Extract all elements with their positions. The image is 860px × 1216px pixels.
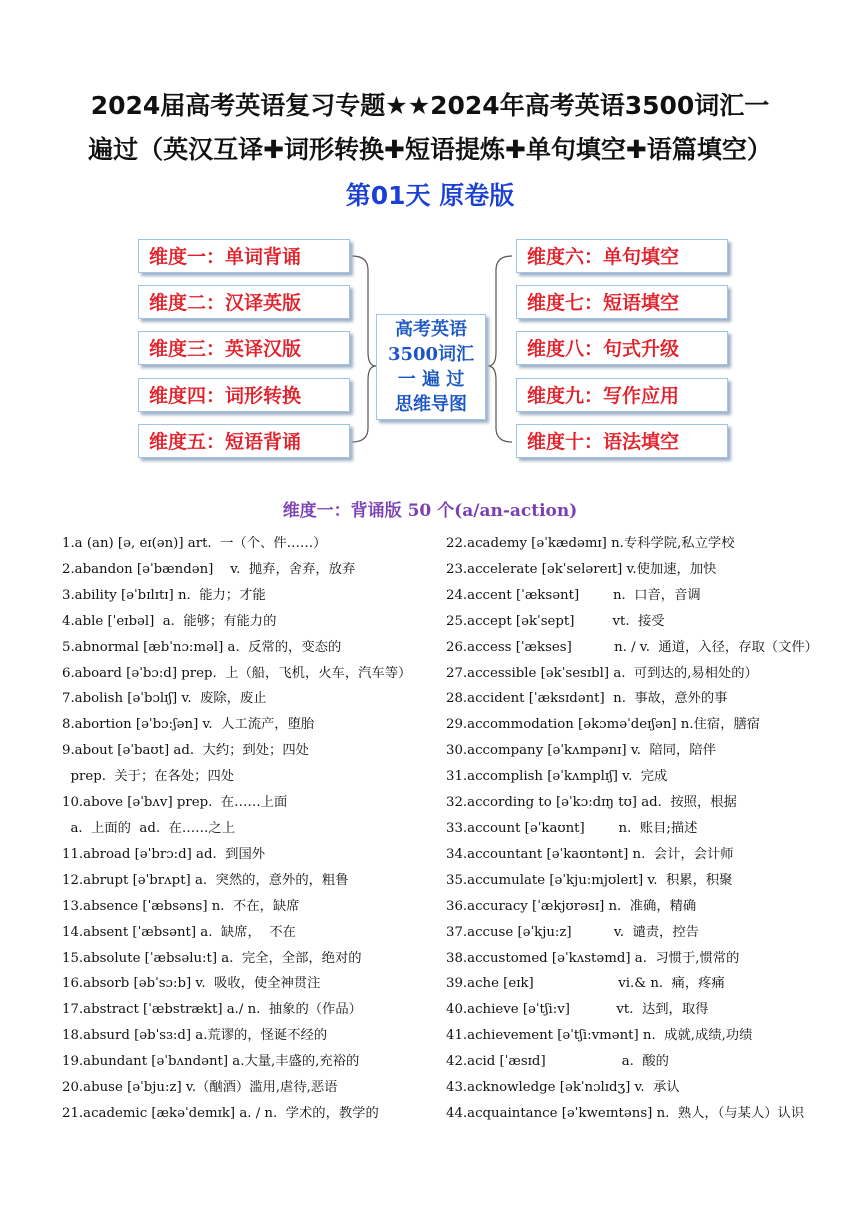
vocab-entry: 20.abuse [əˈbju:z] v.（酗酒）滥用,虐待,恶语 bbox=[62, 1080, 338, 1096]
vocab-entry: 23.accelerate [əkˈseləreɪt] v.使加速，加快 bbox=[446, 561, 717, 577]
center-line-4: 思维导图 bbox=[395, 394, 467, 415]
document-subtitle: 第01天 原卷版 bbox=[345, 181, 515, 210]
mindmap-right-item-5: 维度十：语法填空 bbox=[516, 424, 728, 458]
vocab-entry: 18.absurd [əbˈsɜ:d] a.荒谬的，怪诞不经的 bbox=[62, 1028, 328, 1044]
mindmap-right-item-4: 维度九：写作应用 bbox=[516, 378, 728, 412]
vocab-entry: 19.abundant [əˈbʌndənt] a.大量,丰盛的,充裕的 bbox=[62, 1054, 360, 1070]
vocab-entry: 35.accumulate [əˈkju:mjʊleɪt] v. 积累，积聚 bbox=[446, 872, 733, 888]
vocab-entry: 27.accessible [əkˈsesɪbl] a. 可到达的,易相处的） bbox=[446, 665, 758, 681]
vocab-entry: 7.abolish [əˈbɔlɪʃ] v. 废除，废止 bbox=[62, 691, 267, 707]
section-title: 维度一：背诵版 50 个(a/an-action) bbox=[282, 501, 578, 521]
left-brace bbox=[352, 256, 376, 442]
vocab-entry: 15.absolute [ˈæbsəlu:t] a. 完全，全部，绝对的 bbox=[62, 950, 362, 966]
vocab-entry: 43.acknowledge [əkˈnɔlɪdʒ] v. 承认 bbox=[446, 1080, 680, 1096]
mindmap-left-item-5: 维度五：短语背诵 bbox=[138, 424, 350, 458]
vocab-entry: 26.access [ˈækses] n. / v. 通道，入径，存取（文件） bbox=[446, 639, 818, 655]
vocab-entry: 41.achievement [əˈtʃi:vmənt] n. 成就,成绩,功绩 bbox=[446, 1028, 753, 1044]
vocab-entry: 30.accompany [əˈkʌmpənɪ] v. 陪同，陪伴 bbox=[446, 743, 716, 759]
vocab-entry: 1.a (an) [ə, eɪ(ən)] art. 一（个、件……） bbox=[62, 536, 327, 551]
center-line-1: 高考英语 bbox=[395, 319, 467, 340]
vocab-entry: 38.accustomed [əˈkʌstəmd] a. 习惯于,惯常的 bbox=[446, 950, 740, 966]
vocab-entry: 33.account [əˈkaʊnt] n. 账目;描述 bbox=[446, 820, 698, 836]
vocab-entry: 8.abortion [əˈbɔ:ʃən] v. 人工流产，堕胎 bbox=[62, 717, 315, 733]
center-line-3: 一 遍 过 bbox=[397, 369, 465, 390]
mindmap-center-node bbox=[376, 314, 486, 420]
vocab-column-right bbox=[446, 531, 826, 1127]
vocab-entry: 37.accuse [əˈkju:z] v. 谴责，控告 bbox=[446, 924, 699, 940]
vocab-entry: 6.aboard [əˈbɔ:d] prep. 上（船，飞机，火车，汽车等） bbox=[62, 665, 412, 681]
vocab-entry: 29.accommodation [əkɔməˈdeɪʃən] n.住宿，膳宿 bbox=[446, 717, 761, 733]
vocab-entry: 17.abstract [ˈæbstrækt] a./ n. 抽象的（作品） bbox=[62, 1002, 362, 1018]
vocab-entry: 22.academy [əˈkædəmɪ] n.专科学院,私立学校 bbox=[446, 536, 735, 551]
mindmap-right-item-2: 维度七：短语填空 bbox=[516, 285, 728, 319]
vocab-entry: 32.according to [əˈkɔ:dɪŋ tʊ] ad. 按照，根据 bbox=[446, 795, 737, 811]
vocab-column-left bbox=[62, 531, 442, 1127]
vocab-entry: 9.about [əˈbaʊt] ad. 大约；到处；四处 bbox=[62, 743, 309, 759]
vocab-entry: 4.able [ˈeɪbəl] a. 能够；有能力的 bbox=[62, 613, 277, 629]
vocab-entry: 21.academic [ækəˈdemɪk] a. / n. 学术的，教学的 bbox=[62, 1105, 379, 1121]
document-title-line-1: 2024届高考英语复习专题★★2024年高考英语3500词汇一 bbox=[90, 91, 770, 120]
vocab-entry: 13.absence [ˈæbsəns] n. 不在，缺席 bbox=[62, 898, 300, 914]
vocab-entry: 34.accountant [əˈkaʊntənt] n. 会计，会计师 bbox=[446, 846, 734, 862]
vocab-entry: 14.absent [ˈæbsənt] a. 缺席， 不在 bbox=[62, 924, 296, 940]
vocab-entry: 24.accent [ˈæksənt] n. 口音，音调 bbox=[446, 587, 701, 603]
vocab-entry: 28.accident [ˈæksɪdənt] n. 事故，意外的事 bbox=[446, 691, 728, 707]
vocab-entry: 42.acid [ˈæsɪd] a. 酸的 bbox=[446, 1054, 669, 1070]
vocab-entry: 2.abandon [əˈbændən] v. 抛弃，舍弃，放弃 bbox=[62, 561, 356, 577]
vocab-entry: 10.above [əˈbʌv] prep. 在……上面 bbox=[62, 795, 288, 811]
vocab-entry: 40.achieve [əˈtʃi:v] vt. 达到，取得 bbox=[446, 1002, 709, 1018]
document-title-line-2: 遍过（英汉互译✚词形转换✚短语提炼✚单句填空✚语篇填空） bbox=[88, 135, 772, 164]
right-brace bbox=[488, 256, 512, 442]
vocab-entry: a. 上面的 ad. 在……之上 bbox=[62, 820, 236, 836]
vocab-entry: prep. 关于；在各处；四处 bbox=[62, 769, 235, 785]
mindmap-left-item-1: 维度一：单词背诵 bbox=[138, 239, 350, 273]
vocab-entry: 25.accept [əkˈsept] vt. 接受 bbox=[446, 613, 665, 629]
center-line-2: 3500词汇 bbox=[387, 344, 475, 365]
vocab-entry: 11.abroad [əˈbrɔ:d] ad. 到国外 bbox=[62, 846, 266, 862]
mindmap-left-item-3: 维度三：英译汉版 bbox=[138, 331, 350, 365]
mindmap-left-item-2: 维度二：汉译英版 bbox=[138, 285, 350, 319]
vocab-entry: 3.ability [əˈbɪlɪtɪ] n. 能力；才能 bbox=[62, 587, 266, 603]
vocab-entry: 5.abnormal [æbˈnɔ:məl] a. 反常的，变态的 bbox=[62, 639, 342, 655]
vocab-entry: 39.ache [eɪk] vi.& n. 痛，疼痛 bbox=[446, 976, 725, 992]
vocab-entry: 36.accuracy [ˈækjʊrəsɪ] n. 准确，精确 bbox=[446, 898, 697, 914]
vocab-entry: 16.absorb [əbˈsɔ:b] v. 吸收，使全神贯注 bbox=[62, 976, 321, 992]
mindmap-left-item-4: 维度四：词形转换 bbox=[138, 378, 350, 412]
mindmap-right-item-1: 维度六：单句填空 bbox=[516, 239, 728, 273]
vocab-entry: 31.accomplish [əˈkʌmplɪʃ] v. 完成 bbox=[446, 769, 668, 785]
vocab-entry: 44.acquaintance [əˈkweɪntəns] n. 熟人，（与某人）认识 bbox=[446, 1105, 805, 1121]
mindmap-right-item-3: 维度八：句式升级 bbox=[516, 331, 728, 365]
vocab-entry: 12.abrupt [əˈbrʌpt] a. 突然的，意外的，粗鲁 bbox=[62, 872, 349, 888]
